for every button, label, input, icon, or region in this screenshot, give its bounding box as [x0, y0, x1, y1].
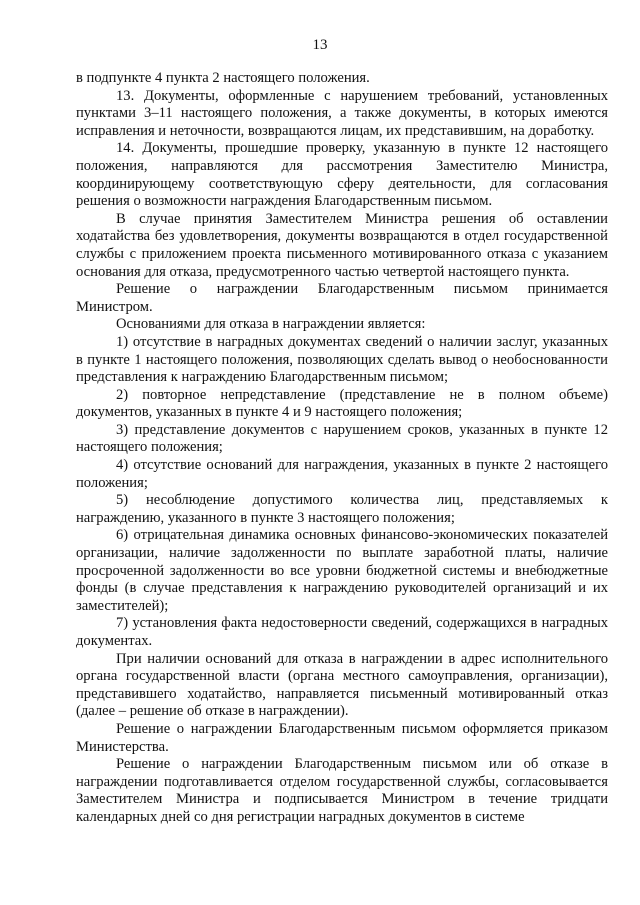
list-item: 6) отрицательная динамика основных финансово-экономических показателей организации, наличие задолженности по выплате заработной платы, наличие просроченной задолженности во все уровни бюджетной системы и внебюджетные фонды (в случае представления к награждению руководителей организаций и их заместителей);	[76, 527, 608, 614]
list-item: 7) установления факта недостоверности сведений, содержащихся в наградных документах.	[76, 615, 608, 649]
page-number: 13	[312, 37, 328, 53]
list-item: 2) повторное непредставление (представление не в полном объеме) документов, указанных в пункте 4 и 9 настоящего положения;	[76, 386, 608, 421]
list-item: 3) представление документов с нарушением сроков, указанных в пункте 12 настоящего положения;	[76, 421, 608, 456]
document-body	[76, 70, 608, 827]
list-item: 1) отсутствие в наградных документах сведений о наличии заслуг, указанных в пункте 1 настоящего положения, позволяющих сделать вывод о необоснованности представления к награждению Благодарственным письмом;	[76, 333, 608, 386]
paragraph: В случае принятия Заместителем Министра решения об оставлении ходатайства без удовлетворения, документы возвращаются в отдел государственной службы с приложением проекта письменного мотивированного отказа с указанием основания для отказа, предусмотренного частью четвертой настоящего пункта.	[76, 210, 608, 280]
list-item: 4) отсутствие оснований для награждения, указанных в пункте 2 настоящего положения;	[76, 457, 608, 491]
paragraph: в подпункте 4 пункта 2 настоящего положения.	[76, 70, 370, 86]
paragraph: Решение о награждении Благодарственным письмом оформляется приказом Министерства.	[76, 720, 608, 755]
paragraph: Решение о награждении Благодарственным письмом принимается Министром.	[76, 281, 608, 315]
paragraph: Основаниями для отказа в награждении является:	[116, 316, 426, 333]
paragraph: 14. Документы, прошедшие проверку, указанную в пункте 12 настоящего положения, направляются для рассмотрения Заместителю Министра, координирующему соответствующую сферу деятельности, для согласования решения о возможности награждения Благодарственным письмом.	[76, 140, 608, 210]
paragraph: 13. Документы, оформленные с нарушением требований, установленных пунктами 3–11 настоящего положения, а также документы, в которых имеются исправления и неточности, возвращаются лицам, их представившим, на доработку.	[76, 87, 608, 139]
paragraph: Решение о награждении Благодарственным письмом или об отказе в награждении подготавливается отделом государственной службы, согласовывается Заместителем Министра и подписывается Министром в течение тридцати календарных дней со дня регистрации наградных документов в системе	[76, 756, 608, 825]
list-item: 5) несоблюдение допустимого количества лиц, представляемых к награждению, указанного в пункте 3 настоящего положения;	[76, 492, 608, 526]
paragraph: При наличии оснований для отказа в награждении в адрес исполнительного органа государственной власти (органа местного самоуправления, организации), представившего ходатайство, направляется письменный мотивированный отказ (далее – решение об отказе в награждении).	[76, 650, 608, 720]
